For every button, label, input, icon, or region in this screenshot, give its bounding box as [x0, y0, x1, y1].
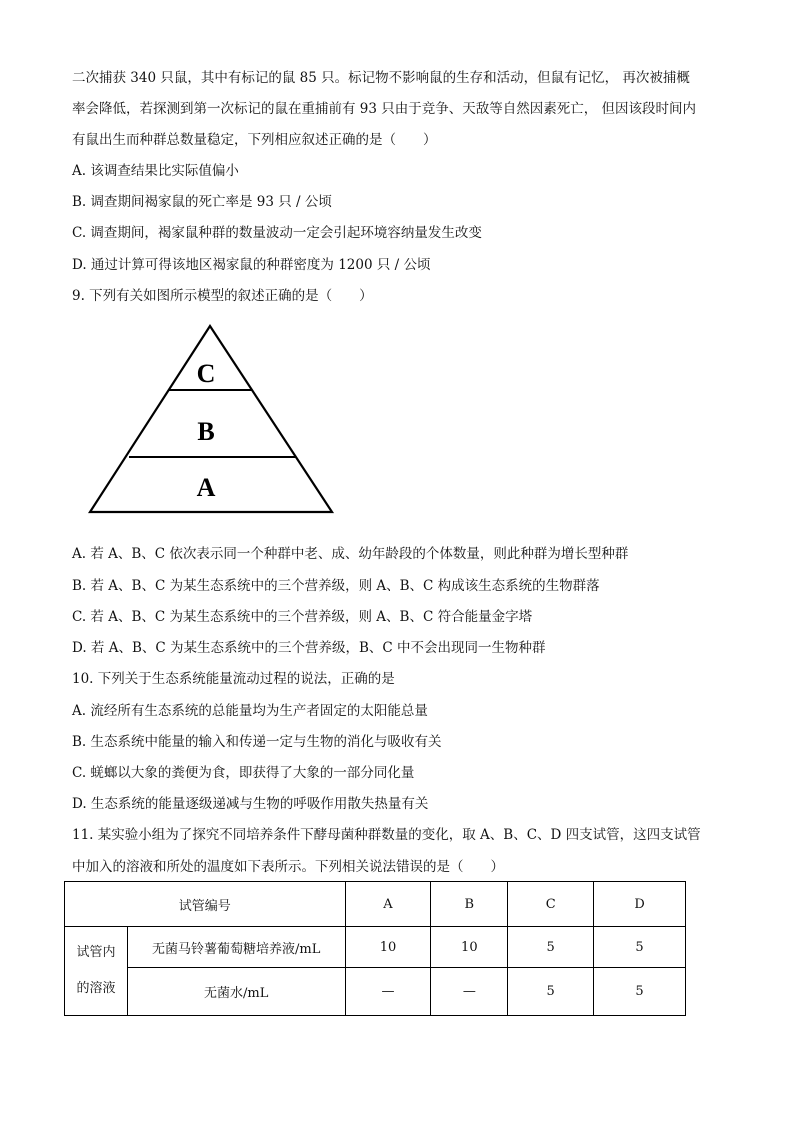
q11-stem-line-2: 中加入的溶液和所处的温度如下表所示。下列相关说法错误的是（ ） — [72, 859, 504, 875]
q8-option-c: C. 调查期间，褐家鼠种群的数量波动一定会引起环境容纳量发生改变 — [72, 225, 482, 241]
q9-stem: 9. 下列有关如图所示模型的叙述正确的是（ ） — [72, 288, 373, 304]
q9-option-a: A. 若 A、B、C 依次表示同一个种群中老、成、幼年龄段的个体数量，则此种群为增长型种群 — [72, 546, 629, 562]
table-row-label: 无菌马铃薯葡萄糖培养液/mL — [127, 927, 345, 968]
q8-option-b: B. 调查期间褐家鼠的死亡率是 93 只 / 公顷 — [72, 194, 332, 210]
table-cell: 5 — [594, 968, 686, 1016]
group-label-line-2: 的溶液 — [76, 981, 116, 996]
table-cell: 5 — [508, 968, 594, 1016]
q9-option-d: D. 若 A、B、C 为某生态系统中的三个营养级，B、C 中不会出现同一生物种群 — [72, 640, 546, 656]
pyramid-label-c: C — [196, 359, 216, 388]
table-cell: — — [345, 968, 431, 1016]
table-col-header: A — [345, 882, 431, 927]
table-header-row — [65, 882, 686, 927]
experiment-table — [64, 881, 686, 1016]
q10-option-a: A. 流经所有生态系统的总能量均为生产者固定的太阳能总量 — [72, 703, 428, 719]
pyramid-diagram — [88, 324, 340, 516]
pyramid-label-b: B — [197, 417, 215, 446]
q8-stem-line-1: 二次捕获 340 只鼠，其中有标记的鼠 85 只。标记物不影响鼠的生存和活动，但鼠有记忆， 再次被捕概 — [72, 70, 690, 86]
q11-stem-line-1: 11. 某实验小组为了探究不同培养条件下酵母菌种群数量的变化，取 A、B、C、D 四支试管，这四支试管 — [72, 827, 701, 843]
q8-stem-line-3: 有鼠出生而种群总数量稳定，下列相应叙述正确的是（ ） — [72, 132, 437, 148]
q8-option-a: A. 该调查结果比实际值偏小 — [72, 163, 239, 179]
table-cell: — — [431, 968, 508, 1016]
q8-stem-line-2: 率会降低，若探测到第一次标记的鼠在重捕前有 93 只由于竞争、天敌等自然因素死亡， 但因该段时间内 — [72, 101, 697, 117]
table-group-label — [65, 927, 128, 1016]
table-col-header: D — [594, 882, 686, 927]
q9-option-b: B. 若 A、B、C 为某生态系统中的三个营养级，则 A、B、C 构成该生态系统的生物群落 — [72, 578, 600, 594]
q10-option-b: B. 生态系统中能量的输入和传递一定与生物的消化与吸收有关 — [72, 734, 442, 750]
table-col-header: B — [431, 882, 508, 927]
table-row — [65, 927, 686, 968]
table-cell: 10 — [345, 927, 431, 968]
table-header-label: 试管编号 — [65, 882, 346, 927]
q10-stem: 10. 下列关于生态系统能量流动过程的说法，正确的是 — [72, 671, 395, 687]
q9-option-c: C. 若 A、B、C 为某生态系统中的三个营养级，则 A、B、C 符合能量金字塔 — [72, 609, 533, 625]
table-cell: 5 — [594, 927, 686, 968]
pyramid-label-a: A — [196, 473, 216, 502]
table-row-label: 无菌水/mL — [127, 968, 345, 1016]
table-cell: 5 — [508, 927, 594, 968]
table-row — [65, 968, 686, 1016]
table-cell: 10 — [431, 927, 508, 968]
table-col-header: C — [508, 882, 594, 927]
q10-option-d: D. 生态系统的能量逐级递减与生物的呼吸作用散失热量有关 — [72, 796, 429, 812]
q8-option-d: D. 通过计算可得该地区褐家鼠的种群密度为 1200 只 / 公顷 — [72, 257, 431, 273]
q10-option-c: C. 蜣螂以大象的粪便为食，即获得了大象的一部分同化量 — [72, 765, 415, 781]
group-label-line-1: 试管内 — [76, 945, 116, 960]
